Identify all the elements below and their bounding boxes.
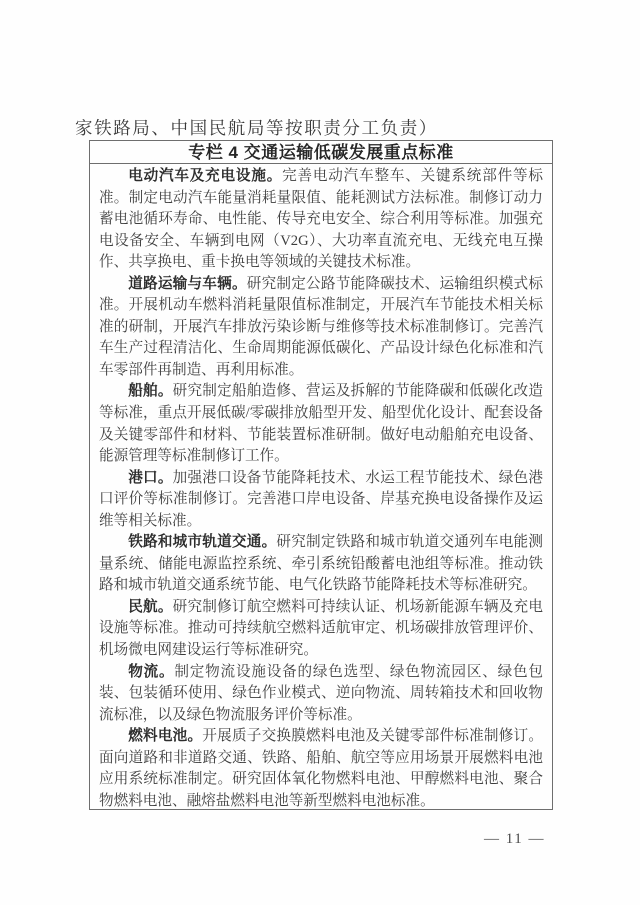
box-title: 专栏 4 交通运输低碳发展重点标准	[90, 141, 552, 164]
paragraph-text: 完善电动汽车整车、关键系统部件等标准。制定电动汽车能量消耗量限值、能耗测试方法标准。制修订动力蓄电池循环寿命、电性能、传导充电安全、综合利用等标准。加强充电设备安全、车辆到电网（V2G）、大功率直流充电、无线充电互操作、共享换电、重卡换电等领域的关键技术标准。	[99, 168, 543, 271]
paragraph-text: 研究制修订航空燃料可持续认证、机场新能源车辆及充电设施等标准。推动可持续航空燃料适航审定、机场碳排放管理评价、机场微电网建设运行等标准研究。	[99, 598, 543, 659]
paragraph-lead: 港口。	[128, 469, 173, 486]
paragraph-text: 开展质子交换膜燃料电池及关键零部件标准制修订。面向道路和非道路交通、铁路、船舶、航空等应用场景开展燃料电池应用系统标准制定。研究固体氧化物燃料电池、甲醇燃料电池、聚合物燃料电池、融熔盐燃料电池等新型燃料电池标准。	[99, 728, 543, 809]
standards-box	[89, 140, 553, 810]
paragraph-text: 研究制定公路节能降碳技术、运输组织模式标准。开展机动车燃料消耗量限值标准制定，开展汽车节能技术相关标准的研制，开展汽车排放污染诊断与维修等技术标准制修订。完善汽车生产过程清洁化、生命周期能源低碳化、产品设计绿色化标准和汽车零部件再制造、再利用标准。	[99, 275, 543, 378]
paragraph-text: 研究制定铁路和城市轨道交通列车电能测量系统、储能电源监控系统、牵引系统铅酸蓄电池组等标准。推动铁路和城市轨道交通系统节能、电气化铁路节能降耗技术等标准研究。	[99, 534, 543, 594]
paragraph-lead: 物流。	[128, 663, 175, 680]
paragraph-lead: 燃料电池。	[128, 728, 203, 745]
paragraph-text: 加强港口设备节能降耗技术、水运工程节能技术、绿色港口评价等标准制修订。完善港口岸电设备、岸基充换电设备操作及运维等相关标准。	[99, 469, 543, 529]
paragraph-lead: 船舶。	[128, 383, 173, 400]
para-logistics	[99, 662, 543, 727]
para-fuel-cells	[99, 726, 543, 810]
para-ev-charging	[99, 166, 543, 274]
paragraph-text: 研究制定船舶造修、营运及拆解的节能降碳和低碳化改造等标准，重点开展低碳/零碳排放船型开发、船型优化设计、配套设备及关键零部件和材料、节能装置标准研制。做好电动船舶充电设备、能源管理等标准制修订工作。	[99, 383, 543, 465]
para-road-transport	[99, 274, 543, 382]
para-civil-aviation	[99, 597, 543, 662]
paragraph-text: 制定物流设施设备的绿色选型、绿色物流园区、绿色包装、包装循环使用、绿色作业模式、逆向物流、周转箱技术和回收物流标准，以及绿色物流服务评价等标准。	[99, 663, 543, 723]
para-ports	[99, 468, 543, 533]
box-body	[90, 164, 552, 810]
continuation-text: 家铁路局、中国民航局等按职责分工负责）	[75, 118, 438, 138]
paragraph-lead: 道路运输与车辆。	[128, 275, 247, 292]
paragraph-lead: 民航。	[128, 598, 173, 615]
page-number: — 11 —	[484, 831, 545, 847]
para-ships	[99, 381, 543, 467]
para-rail-transit	[99, 532, 543, 597]
paragraph-lead: 铁路和城市轨道交通。	[128, 534, 277, 551]
paragraph-lead: 电动汽车及充电设施。	[128, 168, 283, 184]
